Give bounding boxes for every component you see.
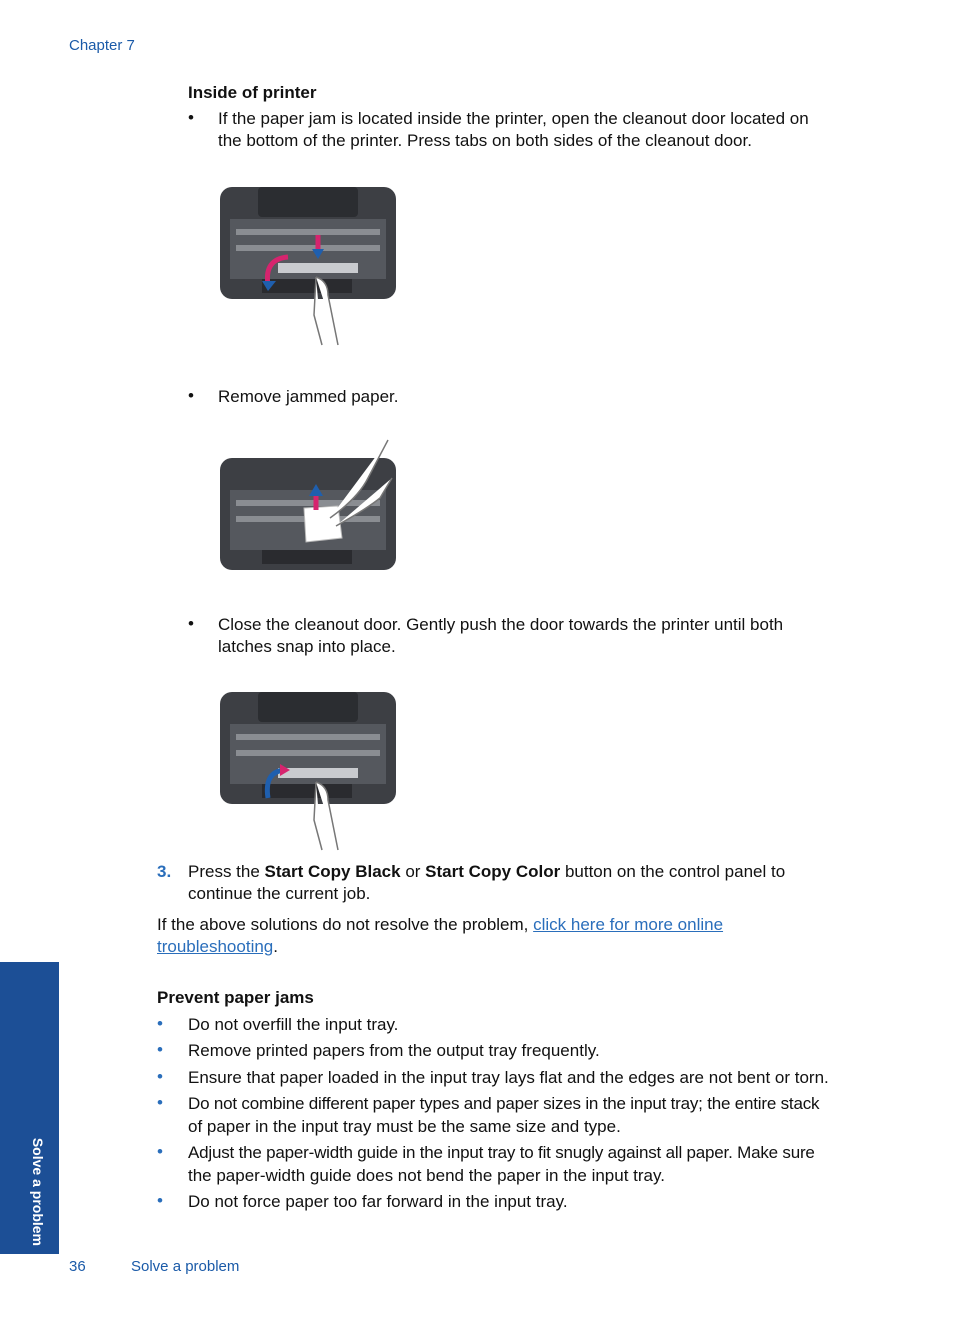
step-text: continue the current job.: [188, 884, 371, 903]
list-item: [157, 1067, 887, 1091]
list-item: [157, 1093, 887, 1139]
printer-close-door-illustration: [218, 690, 398, 855]
bullet-text: Do not combine different paper types and paper sizes in the input tray; the entire stack: [188, 1094, 820, 1113]
bullet-text: Do not force paper too far forward in the input tray.: [188, 1192, 568, 1211]
online-text: If the above solutions do not resolve the problem,: [157, 915, 534, 934]
step-text: button on the control panel to: [560, 862, 786, 881]
bullet-dot: •: [157, 1040, 163, 1059]
bullet-dot: •: [157, 1093, 163, 1112]
list-item: [157, 1014, 887, 1038]
bullet-dot: •: [157, 1067, 163, 1086]
bullet-text: Close the cleanout door. Gently push the door towards the printer until both: [218, 615, 784, 634]
bullet-dot: •: [157, 1191, 163, 1210]
online-troubleshooting-link[interactable]: troubleshooting: [157, 937, 274, 956]
side-tab-label: Solve a problem: [30, 1137, 46, 1246]
bullet-text: of paper in the input tray must be the same size and type.: [188, 1117, 621, 1136]
step-3-text: [188, 861, 888, 905]
bullet-dot: •: [188, 108, 194, 127]
step-text: Press the: [188, 862, 265, 881]
bullet-dot: •: [188, 614, 194, 633]
bullet-text: the bottom of the printer. Press tabs on both sides of the cleanout door.: [218, 131, 752, 150]
list-item: [188, 386, 888, 410]
step-text: or: [400, 862, 426, 881]
bullet-text: Adjust the paper-width guide in the input tray to fit snugly against all paper. Make sure: [188, 1143, 815, 1162]
section-heading-inside: Inside of printer: [188, 83, 317, 102]
printer-open-door-illustration: [218, 185, 398, 350]
bullet-dot: •: [157, 1014, 163, 1033]
bullet-text: Remove jammed paper.: [218, 387, 399, 406]
footer-section: Solve a problem: [131, 1258, 240, 1275]
bullet-text: Remove printed papers from the output tray frequently.: [188, 1041, 600, 1060]
list-item: [157, 1040, 887, 1064]
button-name-black: Start Copy Black: [264, 862, 401, 881]
bullet-text: latches snap into place.: [218, 637, 396, 656]
list-item: [188, 108, 888, 154]
bullet-text: If the paper jam is located inside the printer, open the cleanout door located on: [218, 109, 809, 128]
bullet-text: Ensure that paper loaded in the input tray lays flat and the edges are not bent or torn.: [188, 1068, 829, 1087]
step-number: 3.: [157, 862, 172, 881]
online-troubleshooting-link[interactable]: click here for more online: [533, 915, 724, 934]
chapter-label: Chapter 7: [69, 37, 135, 54]
section-heading-prevent: Prevent paper jams: [157, 988, 314, 1007]
list-item: [157, 1191, 887, 1215]
button-name-color: Start Copy Color: [425, 862, 561, 881]
list-item: [157, 1142, 887, 1188]
bullet-text: Do not overfill the input tray.: [188, 1015, 399, 1034]
bullet-dot: •: [157, 1142, 163, 1161]
side-tab: [0, 962, 59, 1254]
bullet-text: the paper-width guide does not bend the paper in the input tray.: [188, 1166, 665, 1185]
page-number: 36: [69, 1258, 86, 1275]
list-item: [188, 614, 888, 660]
online-text: .: [273, 937, 278, 956]
online-help-paragraph: [157, 914, 877, 958]
bullet-dot: •: [188, 386, 194, 405]
printer-remove-paper-illustration: [218, 438, 398, 576]
